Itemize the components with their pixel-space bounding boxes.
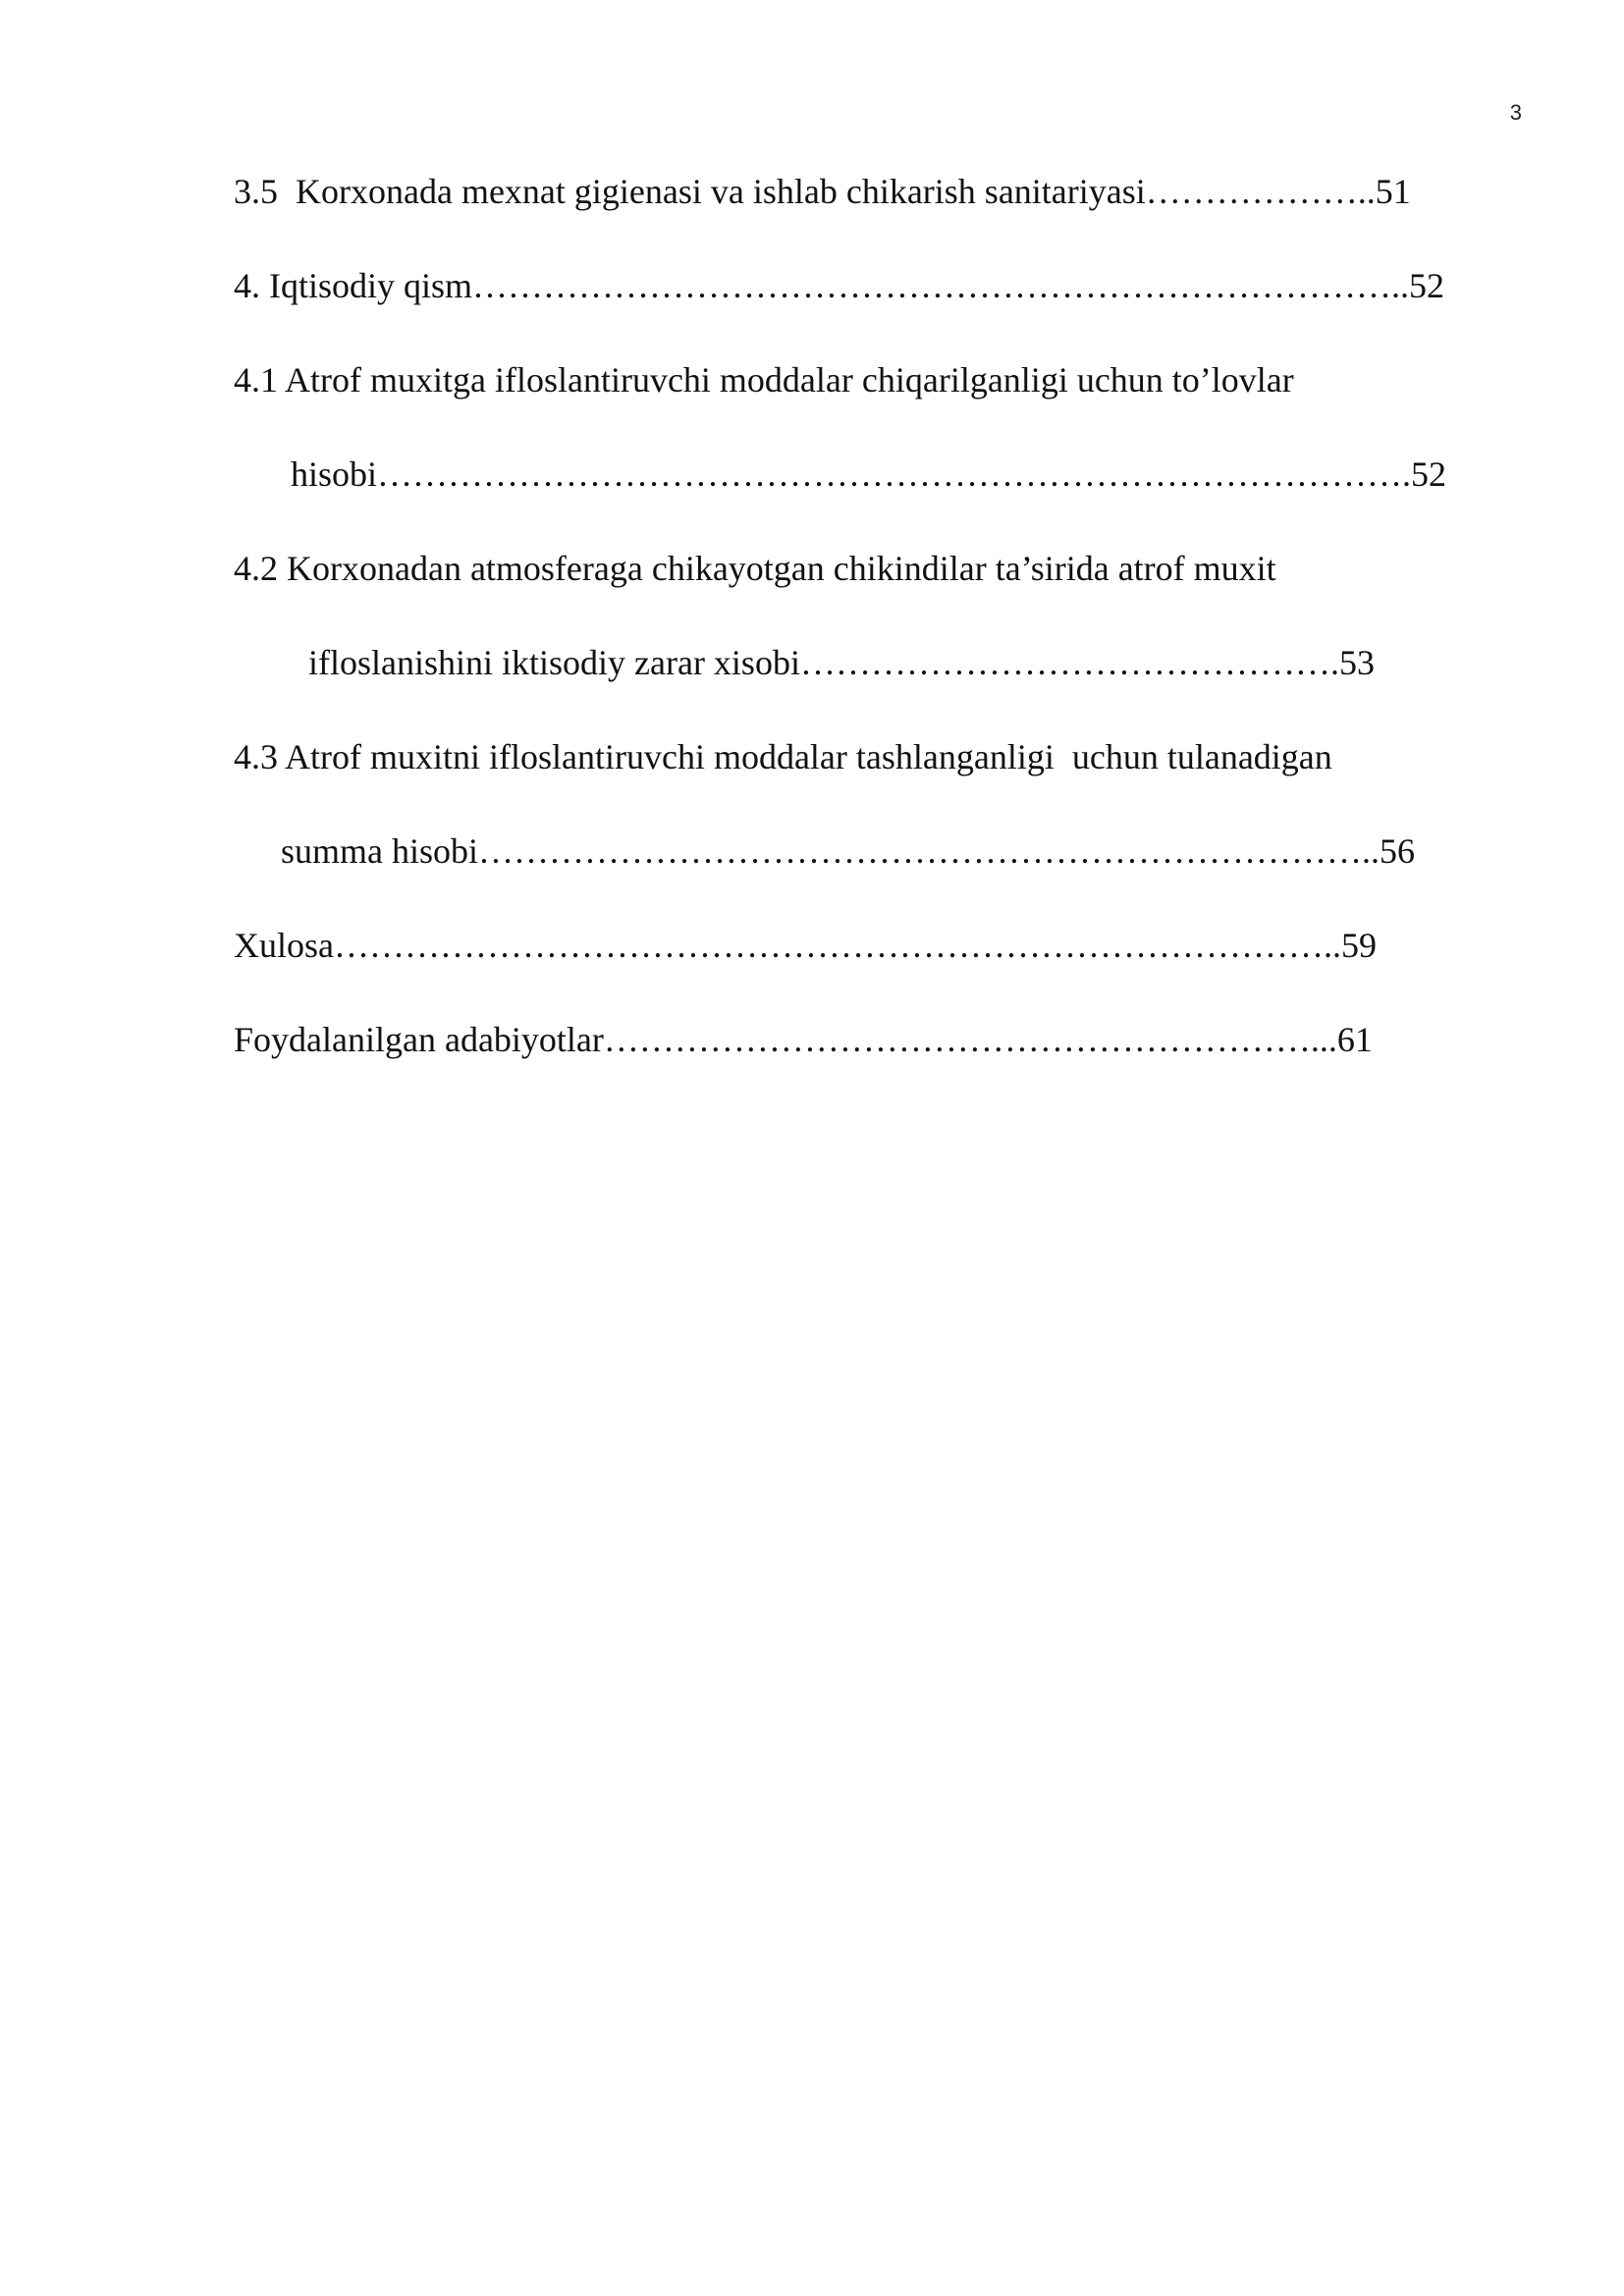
toc-entry-3-5: 3.5 Korxonada mexnat gigienasi va ishlab chikarish sanitariyasi………………..51	[234, 172, 1411, 211]
toc-entry-4-1-continued: hisobi…………………………………………………………………………….52	[291, 454, 1447, 494]
toc-entry-4-3: 4.3 Atrof muxitni ifloslantiruvchi moddalar tashlanganligi uchun tulanadigan	[234, 737, 1332, 776]
toc-entry-4-2-continued: ifloslanishini iktisodiy zarar xisobi……………………………………….53	[308, 643, 1375, 682]
toc-entry-4-2: 4.2 Korxonadan atmosferaga chikayotgan chikindilar ta’sirida atrof muxit	[234, 549, 1276, 588]
toc-entry-4: 4. Iqtisodiy qism……………………………………………………………………..52	[234, 266, 1445, 305]
toc-entry-4-1: 4.1 Atrof muxitga ifloslantiruvchi moddalar chiqarilganligi uchun to’lovlar	[234, 360, 1294, 400]
page-number: 3	[1509, 100, 1522, 125]
toc-entry-references: Foydalanilgan adabiyotlar……………………………………………………...61	[234, 1020, 1373, 1059]
toc-entry-4-3-continued: summa hisobi…………………………………………………………………..56	[281, 831, 1416, 871]
toc-entry-xulosa: Xulosa…………………………………………………………………………..59	[234, 926, 1377, 965]
